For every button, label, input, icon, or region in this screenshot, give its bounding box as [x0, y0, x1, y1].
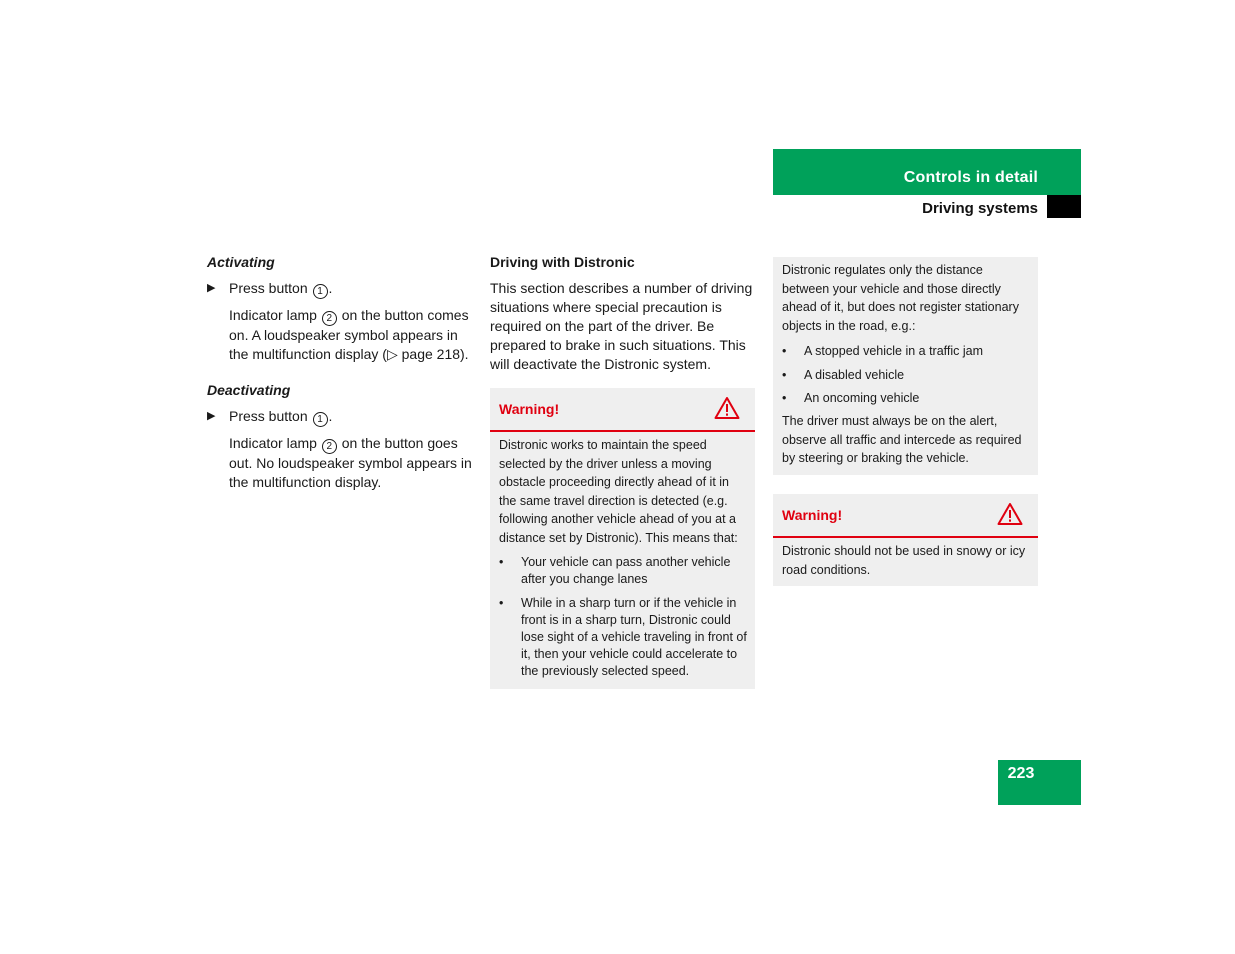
triangle-right-icon: ▶ — [207, 282, 216, 294]
list-item: • A disabled vehicle — [782, 366, 1032, 385]
header-tab-marker — [1047, 195, 1081, 218]
button-number-badge: 1 — [313, 412, 328, 427]
note-box — [773, 257, 1038, 475]
page-number: 223 — [1007, 765, 1035, 782]
distronic-heading: Driving with Distronic — [490, 254, 635, 270]
note-bullet-list — [782, 342, 1032, 408]
activating-heading: Activating — [207, 254, 275, 270]
warning-divider — [490, 430, 755, 432]
warning-title: Warning! — [499, 401, 560, 417]
warning-triangle-icon — [997, 502, 1023, 526]
triangle-right-icon: ▶ — [207, 410, 216, 422]
deactivating-step: Press button 1 . — [229, 408, 333, 425]
subsection-title: Driving systems — [922, 200, 1038, 217]
lamp-number-badge: 2 — [322, 439, 337, 454]
list-item: • An oncoming vehicle — [782, 389, 1032, 408]
warning-body: Distronic works to maintain the speed selected by the driver unless a moving obstacle proceeding directly ahead of it in the same travel direction is detected (e.g. following another vehicle ahead of you at a distance set by Distronic). This means that: — [499, 438, 738, 545]
button-number-badge: 1 — [313, 284, 328, 299]
warning-bullet-list — [499, 554, 749, 680]
activating-result: Indicator lamp 2 on the button comes on. A loudspeaker symbol appears in the multifunction display (▷ page 218). — [229, 307, 469, 362]
list-item: • While in a sharp turn or if the vehicle in front is in a sharp turn, Distronic could lose sight of a vehicle traveling in front of it, then your vehicle could accelerate to the previously selected speed. — [499, 595, 749, 680]
deactivating-heading: Deactivating — [207, 382, 291, 398]
deactivating-result: Indicator lamp 2 on the button goes out. No loudspeaker symbol appears in the multifunction display. — [229, 435, 472, 490]
warning-triangle-icon — [714, 396, 740, 420]
warning-body: Distronic should not be used in snowy or icy road conditions. — [782, 544, 1026, 577]
note-intro: Distronic regulates only the distance between your vehicle and those directly ahead of it, but does not register stationary objects in the road, e.g.: — [782, 263, 1019, 333]
distronic-intro: This section describes a number of driving situations where special precaution is required on the part of the driver. Be prepared to brake in such situations. This will deactivate the Distronic system. — [490, 280, 753, 372]
section-title: Controls in detail — [903, 169, 1038, 186]
snow-warning-box — [773, 494, 1038, 586]
list-item: • A stopped vehicle in a traffic jam — [782, 342, 1032, 361]
note-outro: The driver must always be on the alert, observe all traffic and intercede as required by steering or braking the vehicle. — [782, 414, 1022, 465]
lamp-number-badge: 2 — [322, 311, 337, 326]
warning-title: Warning! — [782, 507, 843, 523]
warning-box — [490, 388, 755, 689]
list-item: • Your vehicle can pass another vehicle after you change lanes — [499, 554, 749, 588]
warning-divider — [773, 536, 1038, 538]
activating-step: Press button 1 . — [229, 280, 333, 297]
